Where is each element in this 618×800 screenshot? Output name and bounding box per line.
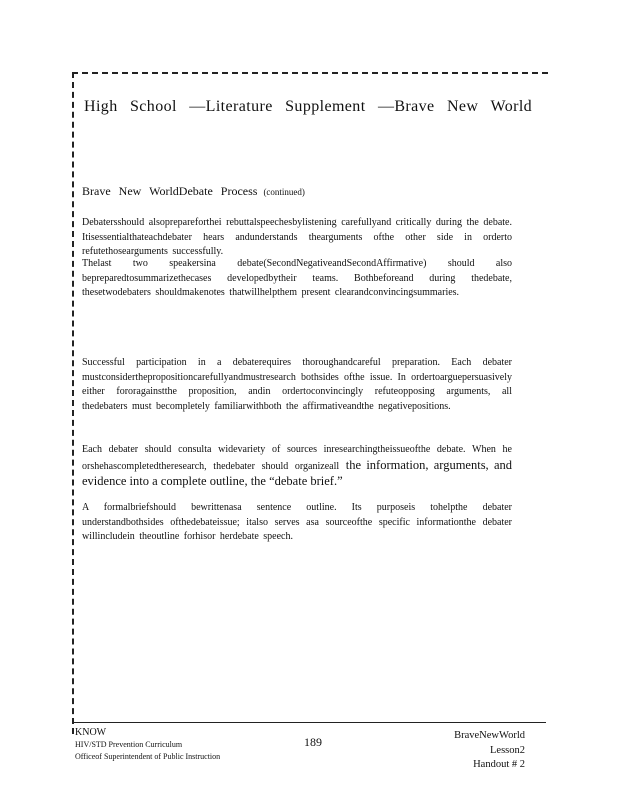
footer-lesson: Lesson2: [490, 744, 525, 756]
paragraph-summary-speakers: Thelast two speakersina debate(SecondNegativeandSecondAffirmative) should also bepreparedtosummarizethecases developedbytheir teams. Bothbeforeand during thedebate, thesetwodebaters shouldmakenotes thatwillhelpthem present clearandconvincingsummaries.: [82, 258, 512, 299]
paragraph-research-text: Each debater should consulta widevariety of sources inresearchingtheissueofthe debate. When he orshehascompletedtheresearch, thedebater should organizeall: [82, 444, 512, 472]
footer-divider: [72, 722, 546, 723]
footer-handout: Handout # 2: [473, 759, 525, 770]
paragraph-research-emphasis: the information, arguments, and evidence into a complete outline, the “debate brief.”: [82, 457, 512, 489]
section-heading: [82, 184, 482, 199]
page-title: High School —Literature Supplement —Brave New World: [84, 98, 533, 115]
footer-left: [75, 727, 295, 763]
paragraph-preparation: Successful participation in a debaterequires thoroughandcareful preparation. Each debater mustconsiderthepropositioncarefullyandmustresearch bothsides ofthe issue. In ordertoarguepersuasively either fororagainstthe proposition, andin ordertoconvincingly refuteopposing arguments, all thedebaters must becompletely familiarwithboth the affirmativeandthe negativepositions.: [82, 357, 512, 412]
footer-program: HIV/STD Prevention Curriculum: [75, 740, 183, 749]
continued-note: (continued): [263, 187, 305, 197]
footer-office: Officeof Superintendent of Public Instruction: [75, 752, 221, 761]
paragraph-rebuttal: Debatersshould alsoprepareforthei rebuttalspeechesbylistening carefullyand critically during the debate. Itisessentialthateachdebater hears andunderstands thearguments ofthe other side in orderto refutethosearguments successfully.: [82, 217, 512, 258]
paragraph-brief: A formalbriefshould bewrittenasa sentence outline. Its purposeis tohelpthe debater understandbothsides ofthedebateissue; italso serves asa sourceofthe specific informationthe debater willincludein theoutline forhisor herdebate speech.: [82, 502, 512, 543]
footer-org: KNOW: [75, 727, 107, 738]
footer-book: BraveNewWorld: [454, 730, 525, 741]
footer-right: [405, 729, 525, 773]
section-heading-text: Brave New WorldDebate Process: [82, 184, 258, 198]
paragraph-research: [82, 443, 512, 491]
page-number: 189: [304, 735, 322, 749]
